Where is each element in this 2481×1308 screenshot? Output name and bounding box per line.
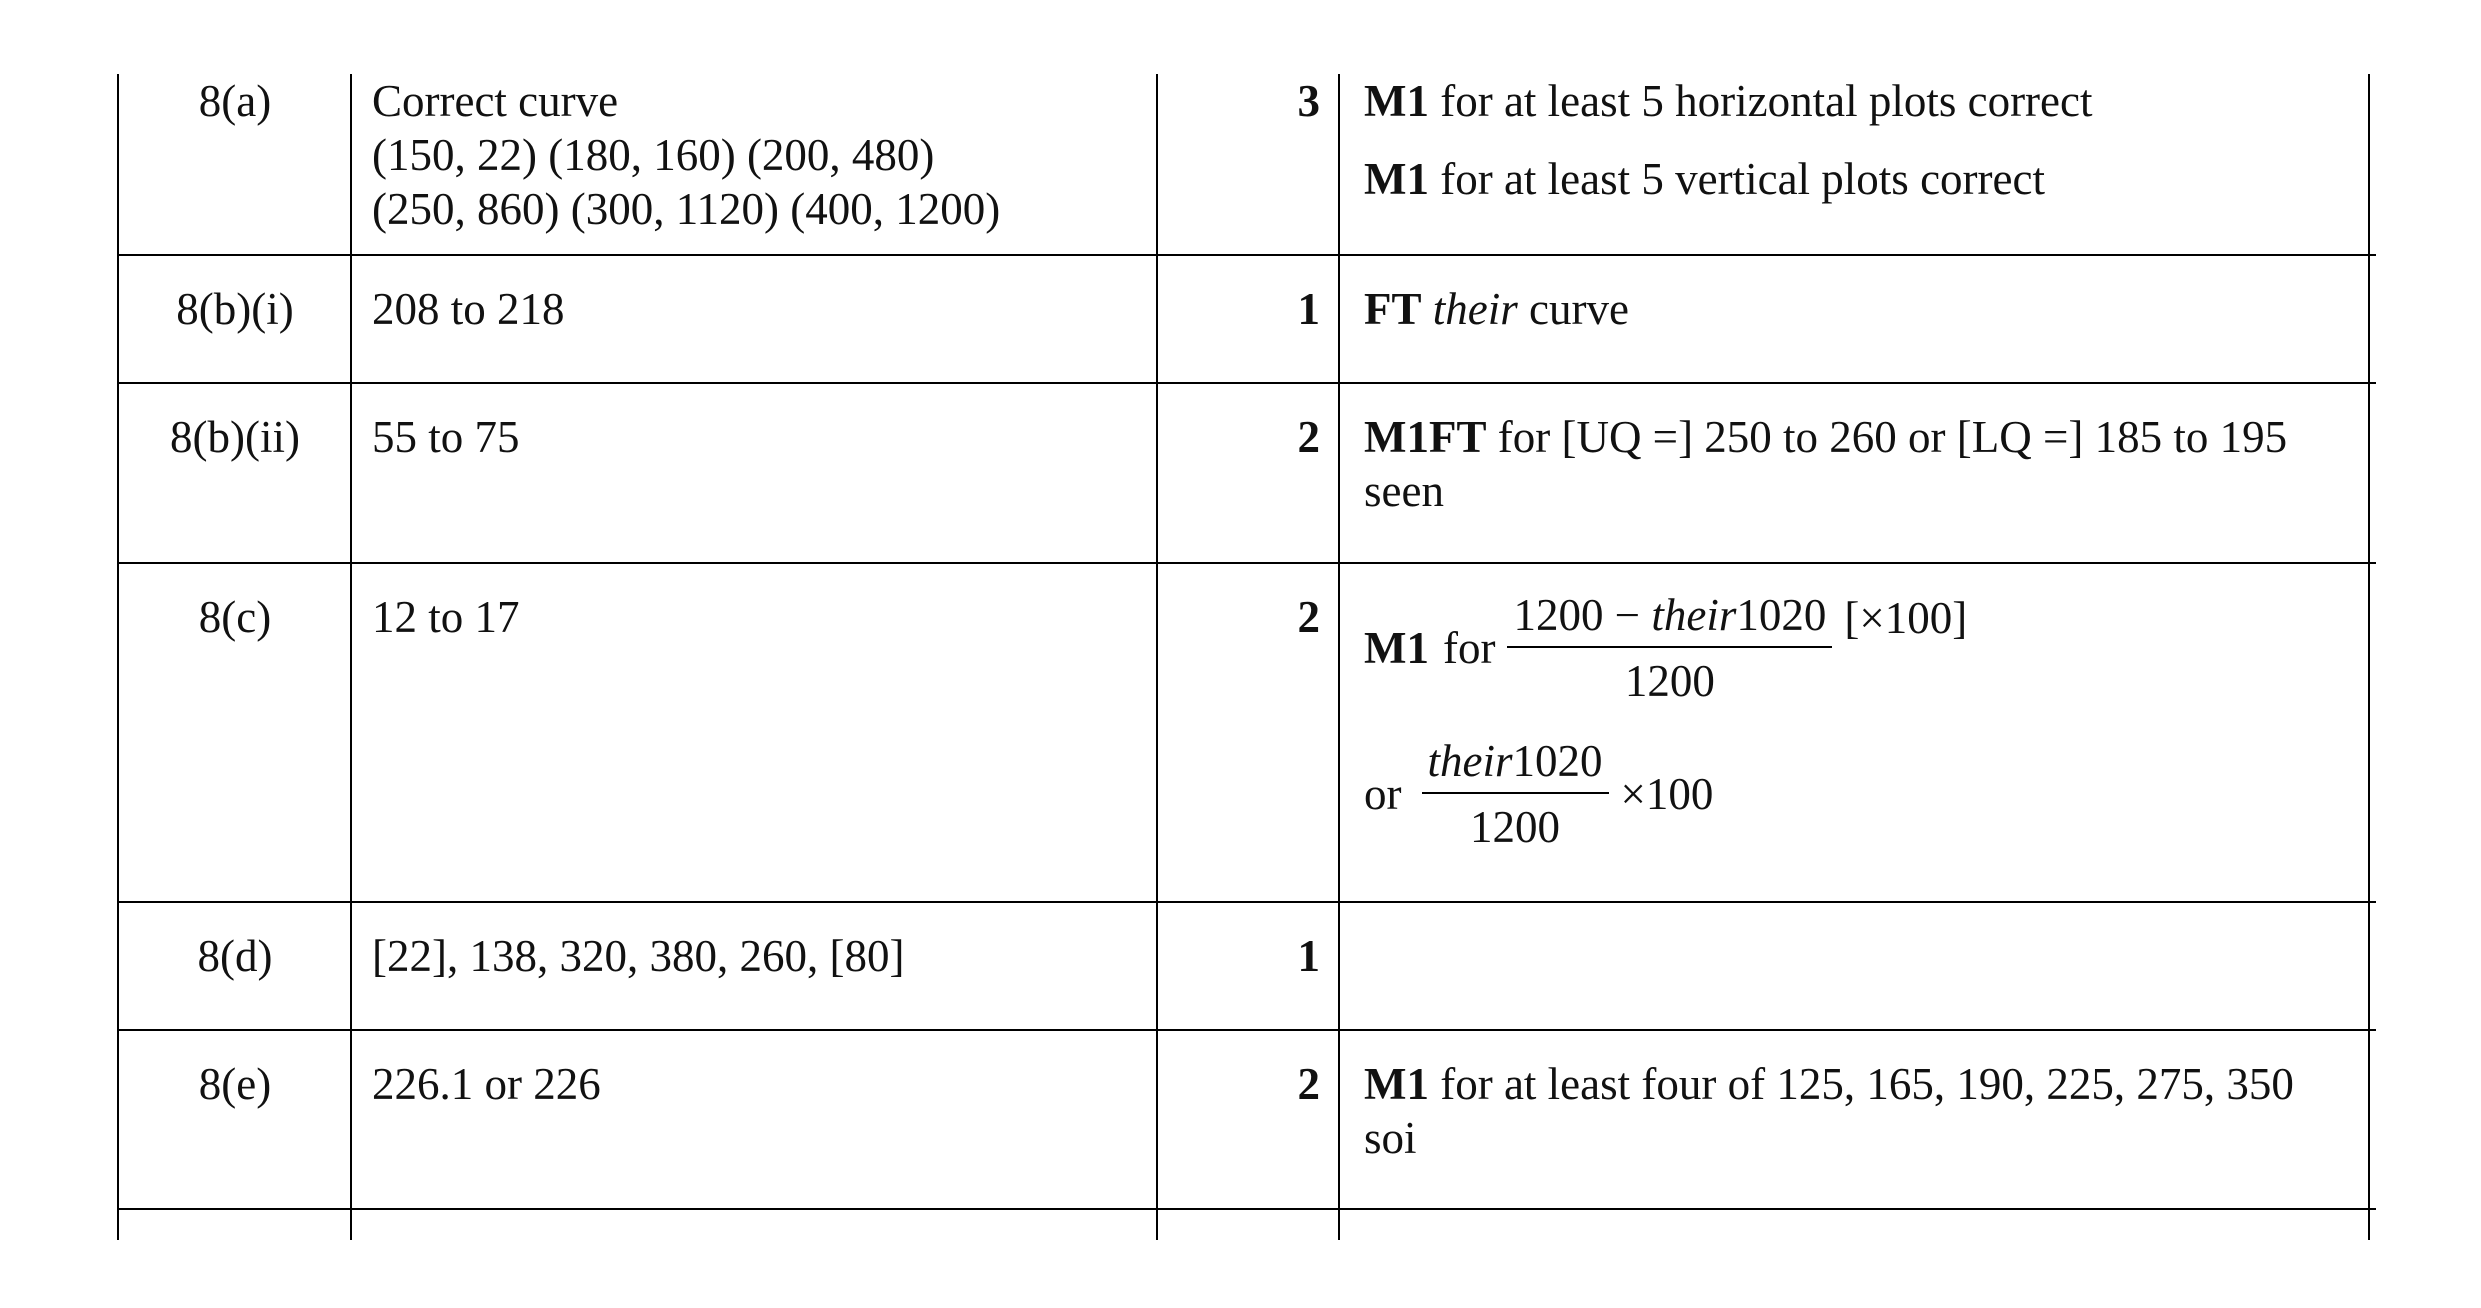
row-divider xyxy=(118,254,2376,256)
answer-line: 226.1 or 226 xyxy=(372,1059,601,1109)
question-number: 8(b)(i) xyxy=(176,284,294,334)
column-divider-marks xyxy=(1338,74,1340,1240)
fraction-numerator xyxy=(1507,588,1832,648)
guidance-line xyxy=(1364,74,2093,128)
mark-code: M1 xyxy=(1364,76,1429,126)
question-number: 8(e) xyxy=(198,1059,272,1109)
fraction xyxy=(1507,588,1832,708)
fraction-denominator: 1200 xyxy=(1624,656,1715,706)
numerator-text: 1020 xyxy=(1512,736,1603,786)
marks: 2 xyxy=(1297,592,1320,642)
answer-line: Correct curve xyxy=(372,76,619,126)
question-number: 8(b)(ii) xyxy=(170,412,300,462)
answer-line: 208 to 218 xyxy=(372,284,565,334)
mark-code: M1 xyxy=(1364,1059,1429,1109)
guidance-text: ×100 xyxy=(1620,769,1714,819)
guidance-text: for at least four of 125, 165, 190, 225, 275, 350 xyxy=(1428,1059,2294,1109)
marks: 2 xyxy=(1297,412,1320,462)
answer-line: 55 to 75 xyxy=(372,412,520,462)
guidance-text: for xyxy=(1442,623,1496,673)
answer-line: (150, 22) (180, 160) (200, 480) xyxy=(372,130,935,180)
mark-code: M1 xyxy=(1364,623,1429,673)
row-divider xyxy=(118,901,2376,903)
guidance-text: curve xyxy=(1517,284,1629,334)
guidance-line xyxy=(1364,152,2045,206)
marks: 3 xyxy=(1297,76,1320,126)
question-number: 8(a) xyxy=(198,76,272,126)
answer-line: (250, 860) (300, 1120) (400, 1200) xyxy=(372,184,1001,234)
column-divider-answer xyxy=(1156,74,1158,1240)
numerator-text: 1200 − xyxy=(1513,590,1652,640)
guidance-line: soi xyxy=(1364,1113,1417,1163)
numerator-text: 1020 xyxy=(1736,590,1827,640)
guidance-fraction-line xyxy=(1364,588,1967,708)
guidance-text: or xyxy=(1364,769,1402,819)
marks: 1 xyxy=(1297,931,1320,981)
guidance-line xyxy=(1364,410,2287,464)
mark-code: FT xyxy=(1364,284,1422,334)
guidance-text: [×100] xyxy=(1844,593,1968,643)
question-number: 8(d) xyxy=(197,931,273,981)
guidance-text: for at least 5 horizontal plots correct xyxy=(1428,76,2093,126)
question-number: 8(c) xyxy=(198,592,272,642)
row-divider xyxy=(118,1208,2376,1210)
marks: 1 xyxy=(1297,284,1320,334)
guidance-italic: their xyxy=(1432,284,1518,334)
guidance-line xyxy=(1364,1057,2294,1111)
guidance-line xyxy=(1364,282,1629,336)
guidance-text: for [UQ =] 250 to 260 or [LQ =] 185 to 195 xyxy=(1486,412,2288,462)
row-divider xyxy=(118,1029,2376,1031)
guidance-line: seen xyxy=(1364,466,1444,516)
table-border-right xyxy=(2368,74,2370,1240)
marks: 2 xyxy=(1297,1059,1320,1109)
guidance-text: for at least 5 vertical plots correct xyxy=(1428,154,2045,204)
answer-line: 12 to 17 xyxy=(372,592,520,642)
guidance-fraction-line xyxy=(1364,734,1713,854)
fraction xyxy=(1422,734,1609,854)
fraction-numerator xyxy=(1422,734,1609,794)
numerator-italic: their xyxy=(1651,590,1737,640)
answer-line: [22], 138, 320, 380, 260, [80] xyxy=(372,931,905,981)
row-divider xyxy=(118,562,2376,564)
mark-code: M1FT xyxy=(1364,412,1487,462)
fraction-denominator: 1200 xyxy=(1470,802,1560,852)
numerator-italic: their xyxy=(1427,736,1513,786)
mark-code: M1 xyxy=(1364,154,1429,204)
row-divider xyxy=(118,382,2376,384)
